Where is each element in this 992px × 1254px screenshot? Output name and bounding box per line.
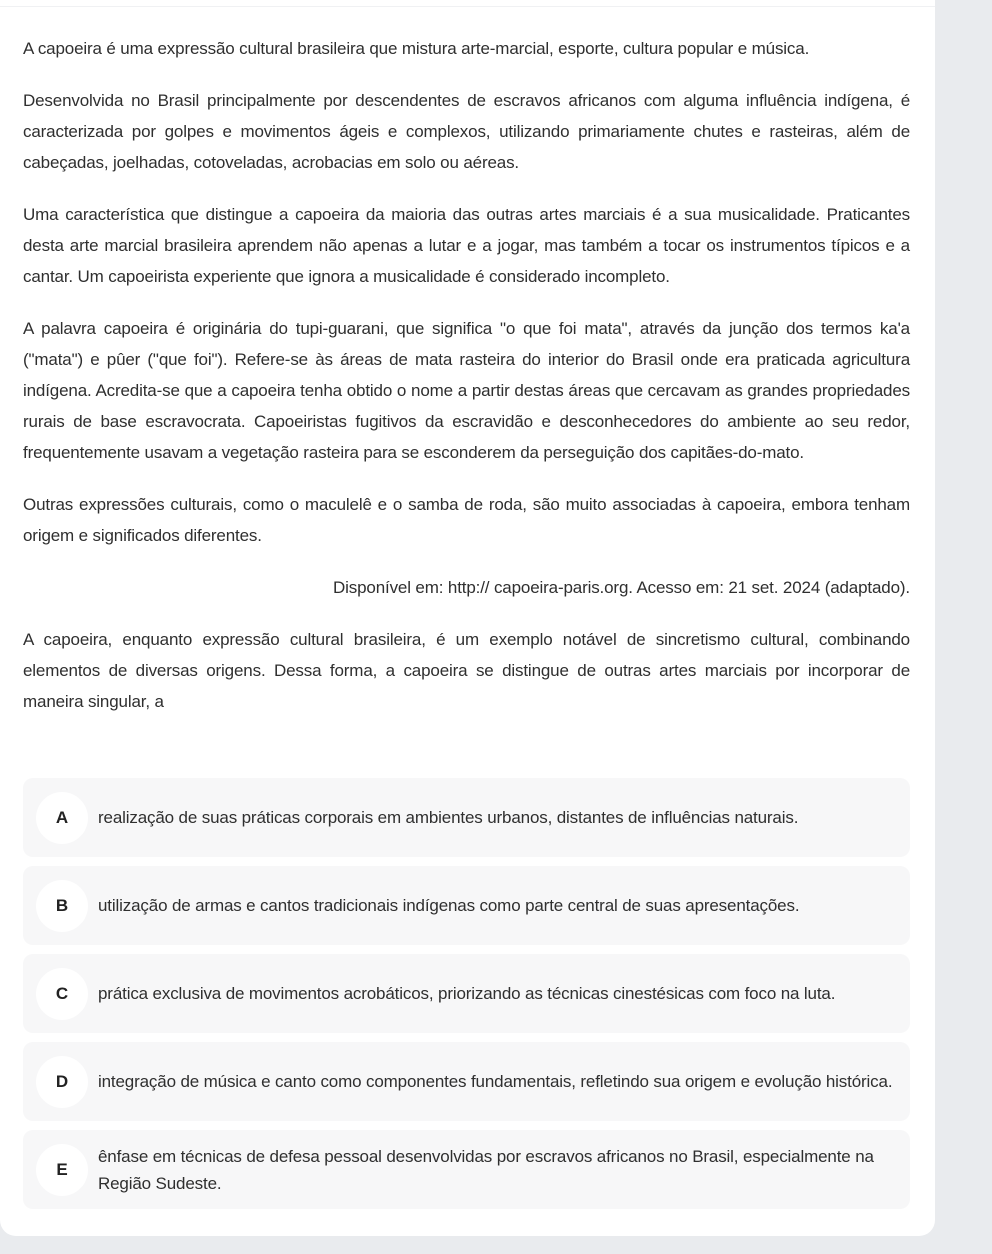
option-letter: E — [36, 1144, 88, 1196]
option-text: prática exclusiva de movimentos acrobáticos, priorizando as técnicas cinestésicas com foco na luta. — [98, 984, 836, 1003]
passage-paragraph-5: Outras expressões culturais, como o maculelê e o samba de roda, são muito associadas à capoeira, embora tenham origem e significados diferentes. — [23, 495, 910, 545]
option-text: realização de suas práticas corporais em ambientes urbanos, distantes de influências naturais. — [98, 808, 799, 827]
option-d[interactable] — [23, 1042, 910, 1121]
passage — [23, 33, 910, 738]
option-letter: C — [36, 968, 88, 1020]
passage-paragraph-2: Desenvolvida no Brasil principalmente por descendentes de escravos africanos com alguma influência indígena, é caracterizada por golpes e movimentos ágeis e complexos, utilizando primariamente chutes e rasteiras, além de cabeçadas, joelhadas, cotoveladas, acrobacias em solo ou aéreas. — [23, 91, 910, 172]
divider — [0, 6, 935, 7]
option-text: ênfase em técnicas de defesa pessoal desenvolvidas por escravos africanos no Brasil, especialmente na Região Sudeste. — [98, 1146, 874, 1193]
passage-paragraph-1: A capoeira é uma expressão cultural brasileira que mistura arte-marcial, esporte, cultura popular e música. — [23, 39, 810, 58]
option-text: integração de música e canto como componentes fundamentais, refletindo sua origem e evolução histórica. — [98, 1072, 893, 1091]
option-text: utilização de armas e cantos tradicionais indígenas como parte central de suas apresentações. — [98, 896, 800, 915]
option-letter: B — [36, 880, 88, 932]
option-letter: A — [36, 792, 88, 844]
passage-paragraph-3: Uma característica que distingue a capoeira da maioria das outras artes marciais é a sua musicalidade. Praticantes desta arte marcial brasileira aprendem não apenas a lutar e a jogar, mas também a tocar os instrumentos típicos e a cantar. Um capoeirista experiente que ignora a musicalidade é considerado incompleto. — [23, 205, 910, 286]
option-b[interactable] — [23, 866, 910, 945]
passage-paragraph-4: A palavra capoeira é originária do tupi-guarani, que significa "o que foi mata", através da junção dos termos ka'a ("mata") e pûer ("que foi"). Refere-se às áreas de mata rasteira do interior do Brasil onde era praticada agricultura indígena. Acredita-se que a capoeira tenha obtido o nome a partir destas áreas que cercavam as grandes propriedades rurais de base escravocrata. Capoeiristas fugitivos da escravidão e desconhecedores do ambiente ao seu redor, frequentemente usavam a vegetação rasteira para se esconderem da perseguição dos capitães-do-mato. — [23, 319, 910, 462]
option-e[interactable] — [23, 1130, 910, 1209]
passage-source: Disponível em: http:// capoeira-paris.org. Acesso em: 21 set. 2024 (adaptado). — [332, 578, 910, 597]
option-c[interactable] — [23, 954, 910, 1033]
option-letter: D — [36, 1056, 88, 1108]
answer-options — [23, 778, 910, 1218]
option-a[interactable] — [23, 778, 910, 857]
question-prompt: A capoeira, enquanto expressão cultural brasileira, é um exemplo notável de sincretismo cultural, combinando elementos de diversas origens. Dessa forma, a capoeira se distingue de outras artes marciais por incorporar de maneira singular, a — [23, 630, 910, 711]
